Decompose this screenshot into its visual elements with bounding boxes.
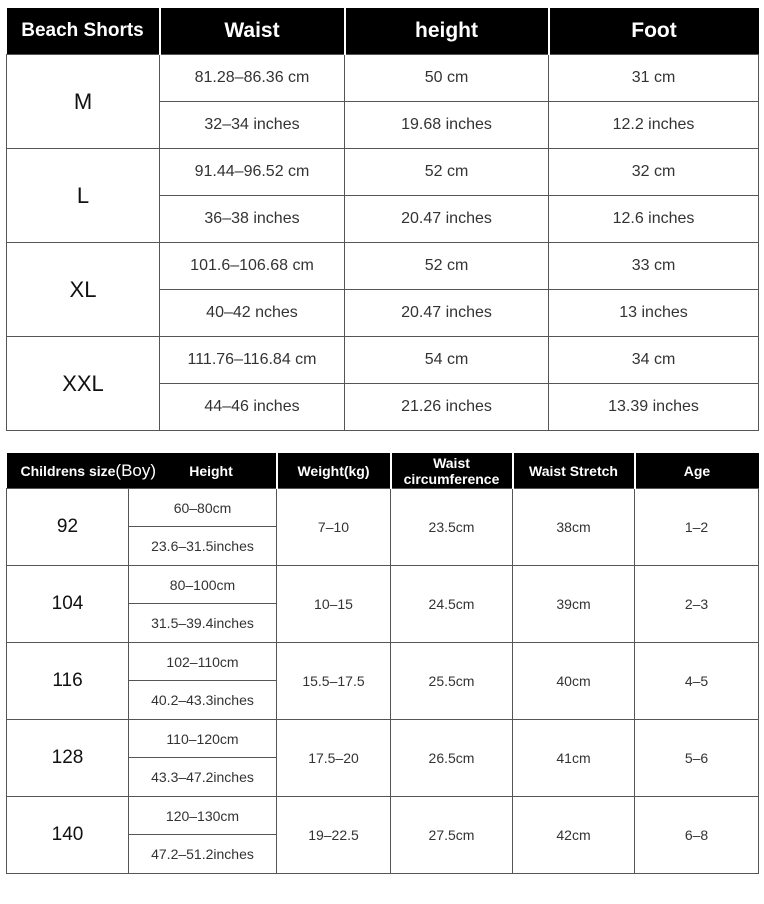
foot-cm: 32 cm (549, 149, 759, 196)
height-in: 19.68 inches (345, 102, 549, 149)
table-row (7, 797, 759, 835)
header-height: Height (189, 462, 233, 479)
header-height: height (345, 8, 549, 55)
height-cm: 110–120cm (129, 720, 277, 758)
age-value: 5–6 (635, 720, 759, 797)
height-cm: 80–100cm (129, 566, 277, 604)
foot-cm: 34 cm (549, 337, 759, 384)
height-in: 21.26 inches (345, 384, 549, 431)
size-label: 92 (7, 489, 129, 566)
height-cm: 60–80cm (129, 489, 277, 527)
children-header-row (7, 453, 759, 489)
weight-value: 10–15 (277, 566, 391, 643)
foot-cm: 31 cm (549, 55, 759, 102)
height-cm: 54 cm (345, 337, 549, 384)
size-label: XXL (7, 337, 160, 431)
height-cm: 120–130cm (129, 797, 277, 835)
table-row (7, 566, 759, 604)
height-cm: 50 cm (345, 55, 549, 102)
header-childrens-size: Childrens size(Boy) (20, 460, 157, 480)
table-row (7, 243, 759, 290)
header-foot: Foot (549, 8, 759, 55)
waist-in: 44–46 inches (160, 384, 345, 431)
stretch-value: 40cm (513, 643, 635, 720)
children-size-table (6, 453, 759, 874)
waist-cm: 111.76–116.84 cm (160, 337, 345, 384)
table-row (7, 720, 759, 758)
adult-header-row (7, 8, 759, 55)
adult-size-table (6, 8, 759, 431)
waist-value: 23.5cm (391, 489, 513, 566)
stretch-value: 42cm (513, 797, 635, 874)
header-size-height (7, 453, 277, 489)
header-waist-stretch: Waist Stretch (513, 453, 635, 489)
age-value: 2–3 (635, 566, 759, 643)
size-label: XL (7, 243, 160, 337)
foot-in: 13.39 inches (549, 384, 759, 431)
height-in: 20.47 inches (345, 196, 549, 243)
waist-value: 25.5cm (391, 643, 513, 720)
age-value: 1–2 (635, 489, 759, 566)
stretch-value: 39cm (513, 566, 635, 643)
waist-cm: 81.28–86.36 cm (160, 55, 345, 102)
header-waist: Waist (160, 8, 345, 55)
size-label: 140 (7, 797, 129, 874)
header-beach-shorts: Beach Shorts (7, 8, 160, 55)
stretch-value: 41cm (513, 720, 635, 797)
header-age: Age (635, 453, 759, 489)
stretch-value: 38cm (513, 489, 635, 566)
table-row (7, 337, 759, 384)
size-label: M (7, 55, 160, 149)
header-waist-circumference: Waist circumference (391, 453, 513, 489)
height-in: 43.3–47.2inches (129, 758, 277, 797)
height-in: 40.2–43.3inches (129, 681, 277, 720)
weight-value: 17.5–20 (277, 720, 391, 797)
height-cm: 52 cm (345, 149, 549, 196)
size-label: 116 (7, 643, 129, 720)
waist-cm: 101.6–106.68 cm (160, 243, 345, 290)
waist-in: 32–34 inches (160, 102, 345, 149)
weight-value: 15.5–17.5 (277, 643, 391, 720)
waist-value: 27.5cm (391, 797, 513, 874)
height-in: 23.6–31.5inches (129, 527, 277, 566)
foot-in: 13 inches (549, 290, 759, 337)
header-boy: (Boy) (115, 460, 157, 480)
header-weight: Weight(kg) (277, 453, 391, 489)
waist-in: 40–42 nches (160, 290, 345, 337)
table-row (7, 489, 759, 527)
table-row (7, 55, 759, 102)
weight-value: 19–22.5 (277, 797, 391, 874)
weight-value: 7–10 (277, 489, 391, 566)
size-label: 104 (7, 566, 129, 643)
waist-value: 26.5cm (391, 720, 513, 797)
size-label: L (7, 149, 160, 243)
height-cm: 52 cm (345, 243, 549, 290)
table-row (7, 643, 759, 681)
height-cm: 102–110cm (129, 643, 277, 681)
age-value: 6–8 (635, 797, 759, 874)
height-in: 47.2–51.2inches (129, 835, 277, 874)
foot-in: 12.2 inches (549, 102, 759, 149)
waist-in: 36–38 inches (160, 196, 345, 243)
height-in: 20.47 inches (345, 290, 549, 337)
foot-cm: 33 cm (549, 243, 759, 290)
age-value: 4–5 (635, 643, 759, 720)
waist-value: 24.5cm (391, 566, 513, 643)
height-in: 31.5–39.4inches (129, 604, 277, 643)
size-label: 128 (7, 720, 129, 797)
foot-in: 12.6 inches (549, 196, 759, 243)
waist-cm: 91.44–96.52 cm (160, 149, 345, 196)
table-row (7, 149, 759, 196)
